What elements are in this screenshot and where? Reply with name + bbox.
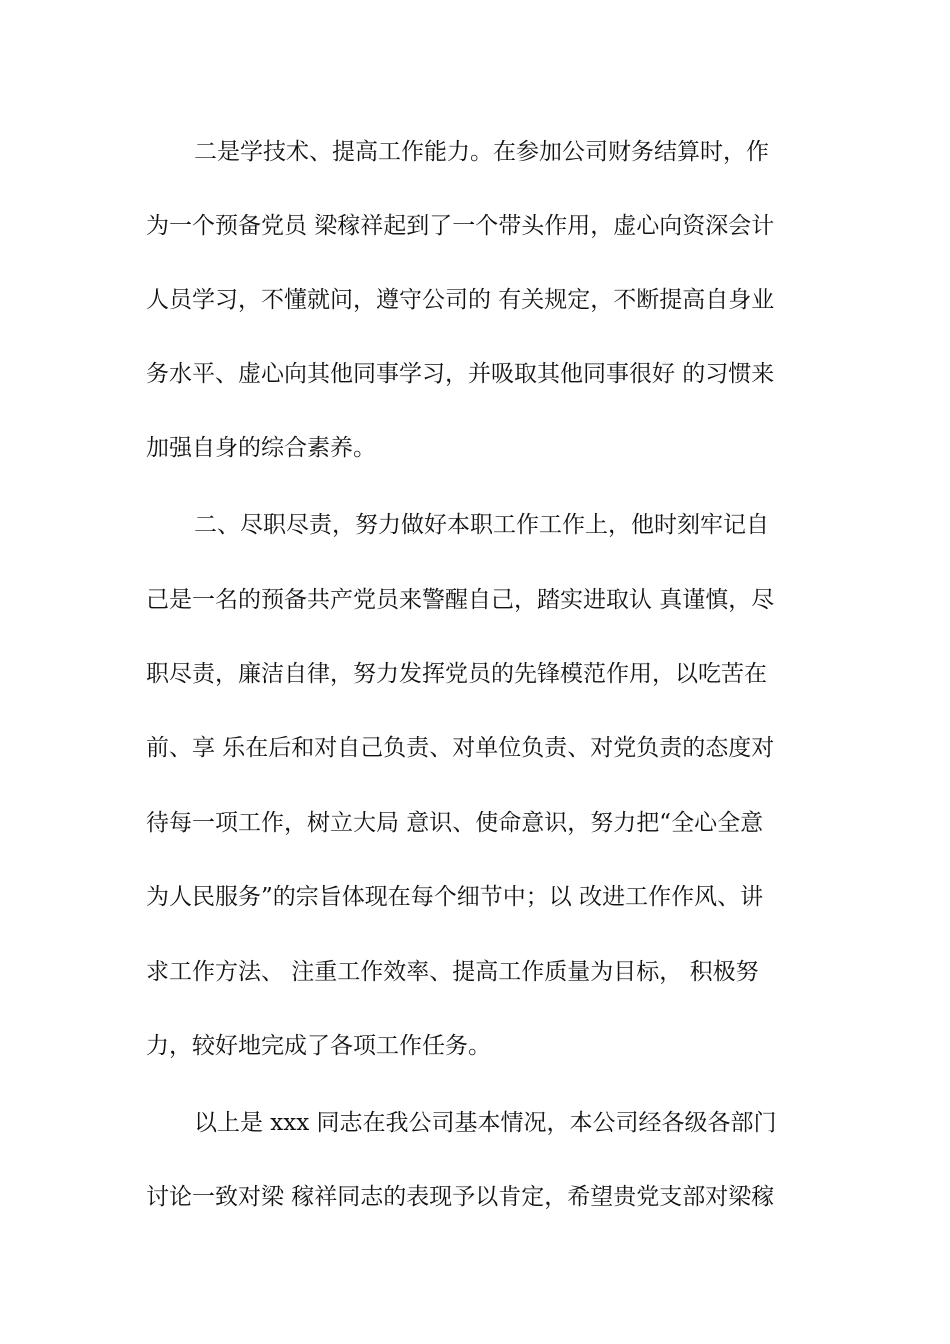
paragraph-1-line-4: 务水平、虚心向其他同事学习，并吸取其他同事很好 的习惯来 [146, 361, 775, 387]
paragraph-2-line-7: 求工作方法、 注重工作效率、提高工作质量为目标， 积极努 [146, 959, 759, 985]
paragraph-2-line-4: 前、享 乐在后和对自己负责、对单位负责、对党负责的态度对 [146, 735, 775, 761]
paragraph-1-line-1: 二是学技术、提高工作能力。在参加公司财务结算时，作 [194, 139, 769, 165]
paragraph-1-line-2: 为一个预备党员 梁稼祥起到了一个带头作用，虚心向资深会计 [146, 213, 775, 239]
paragraph-2-line-8: 力，较好地完成了各项工作任务。 [146, 1033, 491, 1059]
paragraph-1-line-3: 人员学习，不懂就问，遵守公司的 有关规定，不断提高自身业 [146, 287, 775, 313]
paragraph-1-line-5: 加强自身的综合素养。 [146, 435, 376, 461]
paragraph-2-line-3: 职尽责，廉洁自律，努力发挥党员的先锋模范作用，以吃苦在 [146, 661, 767, 687]
paragraph-3-line-2: 讨论一致对梁 稼祥同志的表现予以肯定，希望贵党支部对梁稼 [146, 1184, 775, 1210]
paragraph-2-line-1: 二、尽职尽责，努力做好本职工作工作上，他时刻牢记自 [194, 512, 769, 538]
paragraph-2-line-6: 为人民服务”的宗旨体现在每个细节中；以 改进工作作风、讲 [146, 884, 764, 910]
paragraph-2-line-5: 待每一项工作，树立大局 意识、使命意识，努力把“全心全意 [146, 810, 764, 836]
paragraph-2-line-2: 己是一名的预备共产党员来警醒自己，踏实进取认 真谨慎，尽 [146, 587, 775, 613]
paragraph-3-line-1: 以上是 xxx 同志在我公司基本情况，本公司经各级各部门 [194, 1110, 777, 1136]
